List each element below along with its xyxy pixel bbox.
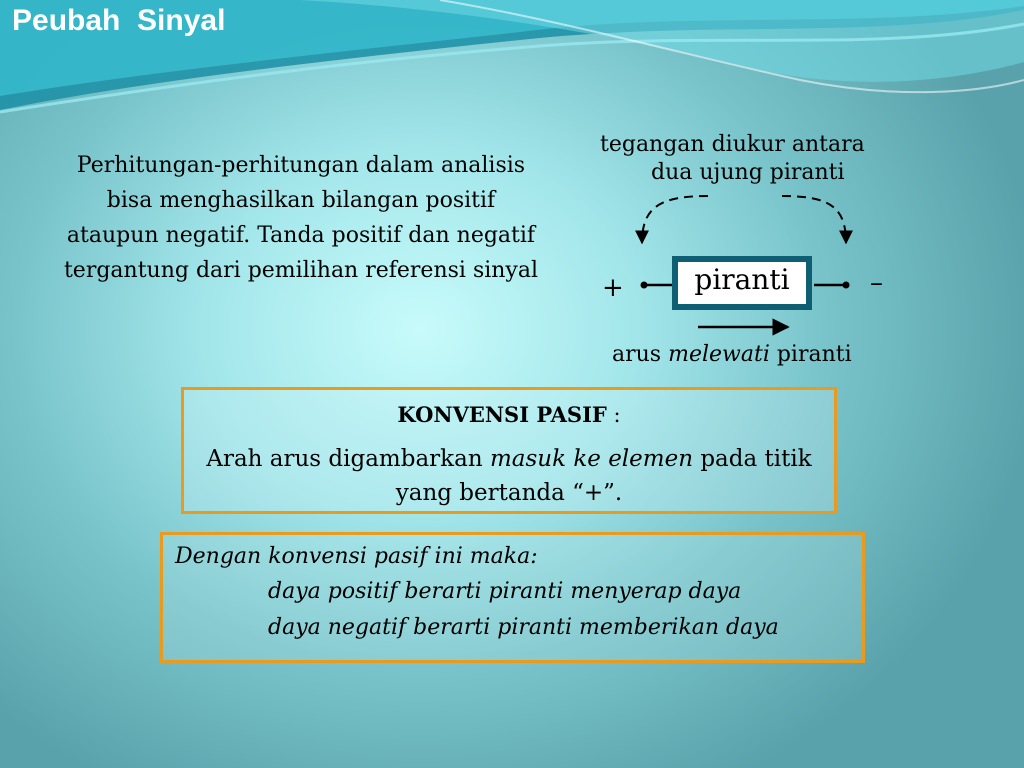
voltage-label-line-1: tegangan diukur antara <box>600 132 865 157</box>
passive-convention-text: Arah arus digambarkan masuk ke elemen pada titik yang bertanda “+”. <box>206 446 812 506</box>
left-terminal <box>641 282 648 289</box>
intro-paragraph: Perhitungan-perhitungan dalam analisis bisa menghasilkan bilangan positif ataupun negatif. Tanda positif dan negatif tergantung dari pemilihan referensi sinyal <box>63 153 539 283</box>
slide-title: Peubah Sinyal <box>12 4 226 37</box>
consequence-line-positive: daya positif berarti piranti menyerap daya <box>268 579 742 604</box>
passive-convention-emphasis: masuk ke elemen <box>489 446 694 472</box>
right-terminal <box>843 282 850 289</box>
current-caption-emphasis: melewati <box>668 342 770 367</box>
plus-terminal-sign: + <box>602 273 624 303</box>
current-caption: arus melewati piranti <box>612 342 852 367</box>
minus-terminal-sign: – <box>870 268 883 298</box>
voltage-arrow-left <box>642 196 708 243</box>
consequence-intro: Dengan konvensi pasif ini maka: <box>175 544 538 569</box>
voltage-arrow-right <box>782 196 846 243</box>
passive-convention-heading: KONVENSI PASIF : <box>397 402 621 427</box>
consequence-line-negative: daya negatif berarti piranti memberikan daya <box>268 615 779 640</box>
consequence-box <box>160 532 865 663</box>
device-box: piranti <box>672 256 812 310</box>
voltage-label-line-2: dua ujung piranti <box>651 160 845 185</box>
passive-convention-box <box>181 387 837 514</box>
